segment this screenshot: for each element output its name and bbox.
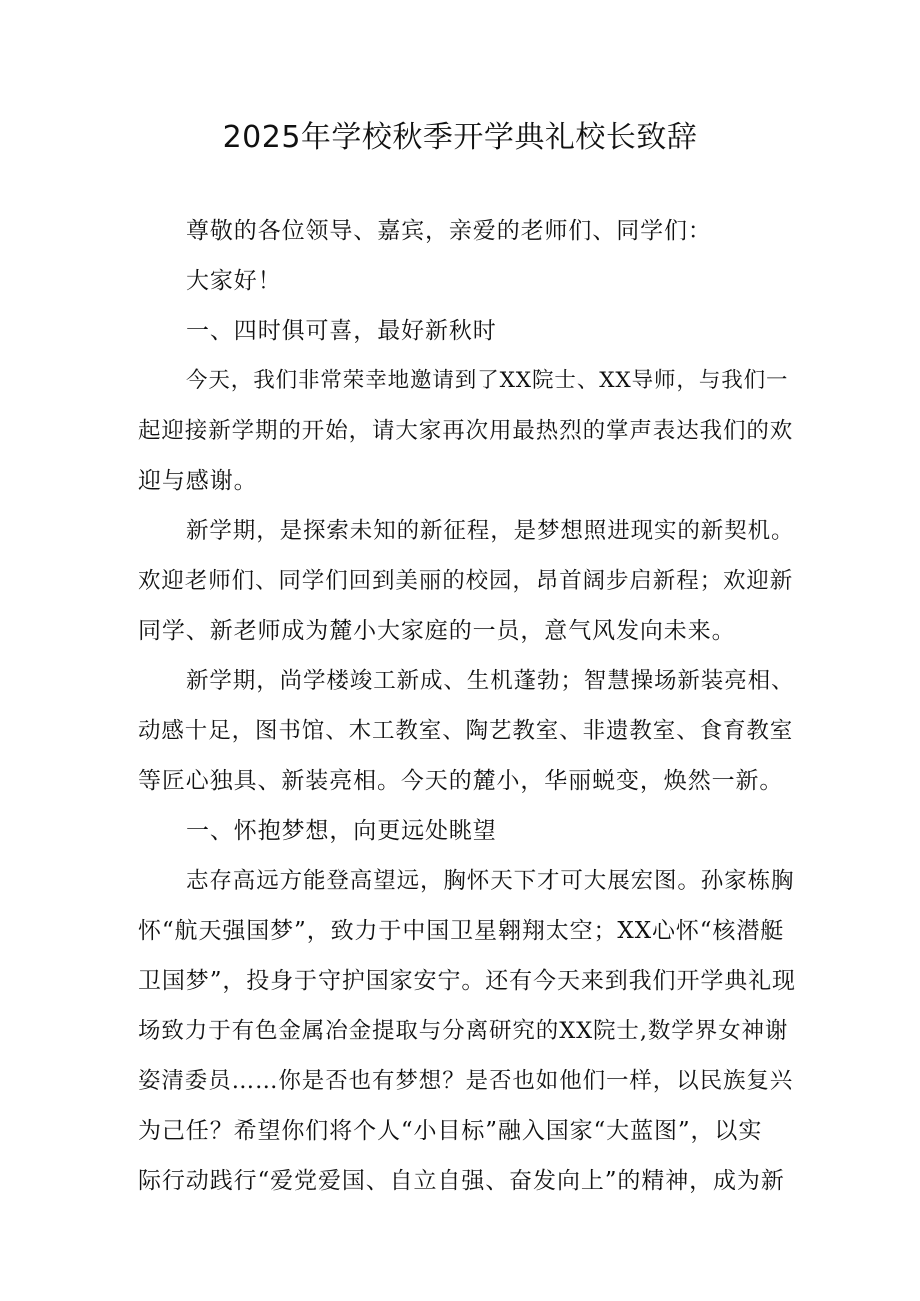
paragraph-4-line-7: 际行动践行“爱党爱国、自立自强、奋发向上”的精神，成为新 xyxy=(138,1168,785,1194)
paragraph-4-line-4: 场致力于有色金属冶金提取与分离研究的XX院士,数学界女神谢 xyxy=(138,1018,789,1044)
document-title: 2025年学校秋季开学典礼校长致辞 xyxy=(222,120,698,155)
greeting: 大家好！ xyxy=(186,268,282,294)
paragraph-4-line-6: 为己任？希望你们将个人“小目标”融入国家“大蓝图”，以实 xyxy=(138,1118,763,1144)
paragraph-4-line-2: 怀“航天强国梦”，致力于中国卫星翱翔太空；XX心怀“核潜艇 xyxy=(138,918,785,944)
paragraph-4-line-3: 卫国梦”，投身于守护国家安宁。还有今天来到我们开学典礼现 xyxy=(138,968,796,994)
paragraph-2-line-1: 新学期，是探索未知的新征程，是梦想照进现实的新契机。 xyxy=(186,518,795,544)
section-heading-1: 一、四时俱可喜，最好新秋时 xyxy=(186,318,497,344)
paragraph-3-line-1: 新学期，尚学楼竣工新成、生机蓬勃；智慧操场新装亮相、 xyxy=(186,668,795,694)
paragraph-2-line-2: 欢迎老师们、同学们回到美丽的校园，昂首阔步启新程；欢迎新 xyxy=(138,568,794,594)
paragraph-1-line-2: 起迎接新学期的开始，请大家再次用最热烈的掌声表达我们的欢 xyxy=(138,418,794,444)
paragraph-1-line-1: 今天，我们非常荣幸地邀请到了XX院士、XX导师，与我们一 xyxy=(186,368,789,393)
paragraph-3-line-3: 等匠心独具、新装亮相。今天的麓小，华丽蜕变，焕然一新。 xyxy=(138,768,784,794)
paragraph-4-line-1: 志存高远方能登高望远，胸怀天下才可大展宏图。孙家栋胸 xyxy=(186,868,795,894)
section-heading-2: 一、怀抱梦想，向更远处眺望 xyxy=(186,818,497,844)
paragraph-4-line-5: 姿清委员……你是否也有梦想？是否也如他们一样，以民族复兴 xyxy=(138,1068,794,1094)
paragraph-1-line-3: 迎与感谢。 xyxy=(138,468,258,494)
paragraph-3-line-2: 动感十足，图书馆、木工教室、陶艺教室、非遗教室、食育教室 xyxy=(138,718,794,744)
salutation: 尊敬的各位领导、嘉宾，亲爱的老师们、同学们： xyxy=(186,218,712,244)
paragraph-2-line-3: 同学、新老师成为麓小大家庭的一员，意气风发向未来。 xyxy=(138,618,736,644)
